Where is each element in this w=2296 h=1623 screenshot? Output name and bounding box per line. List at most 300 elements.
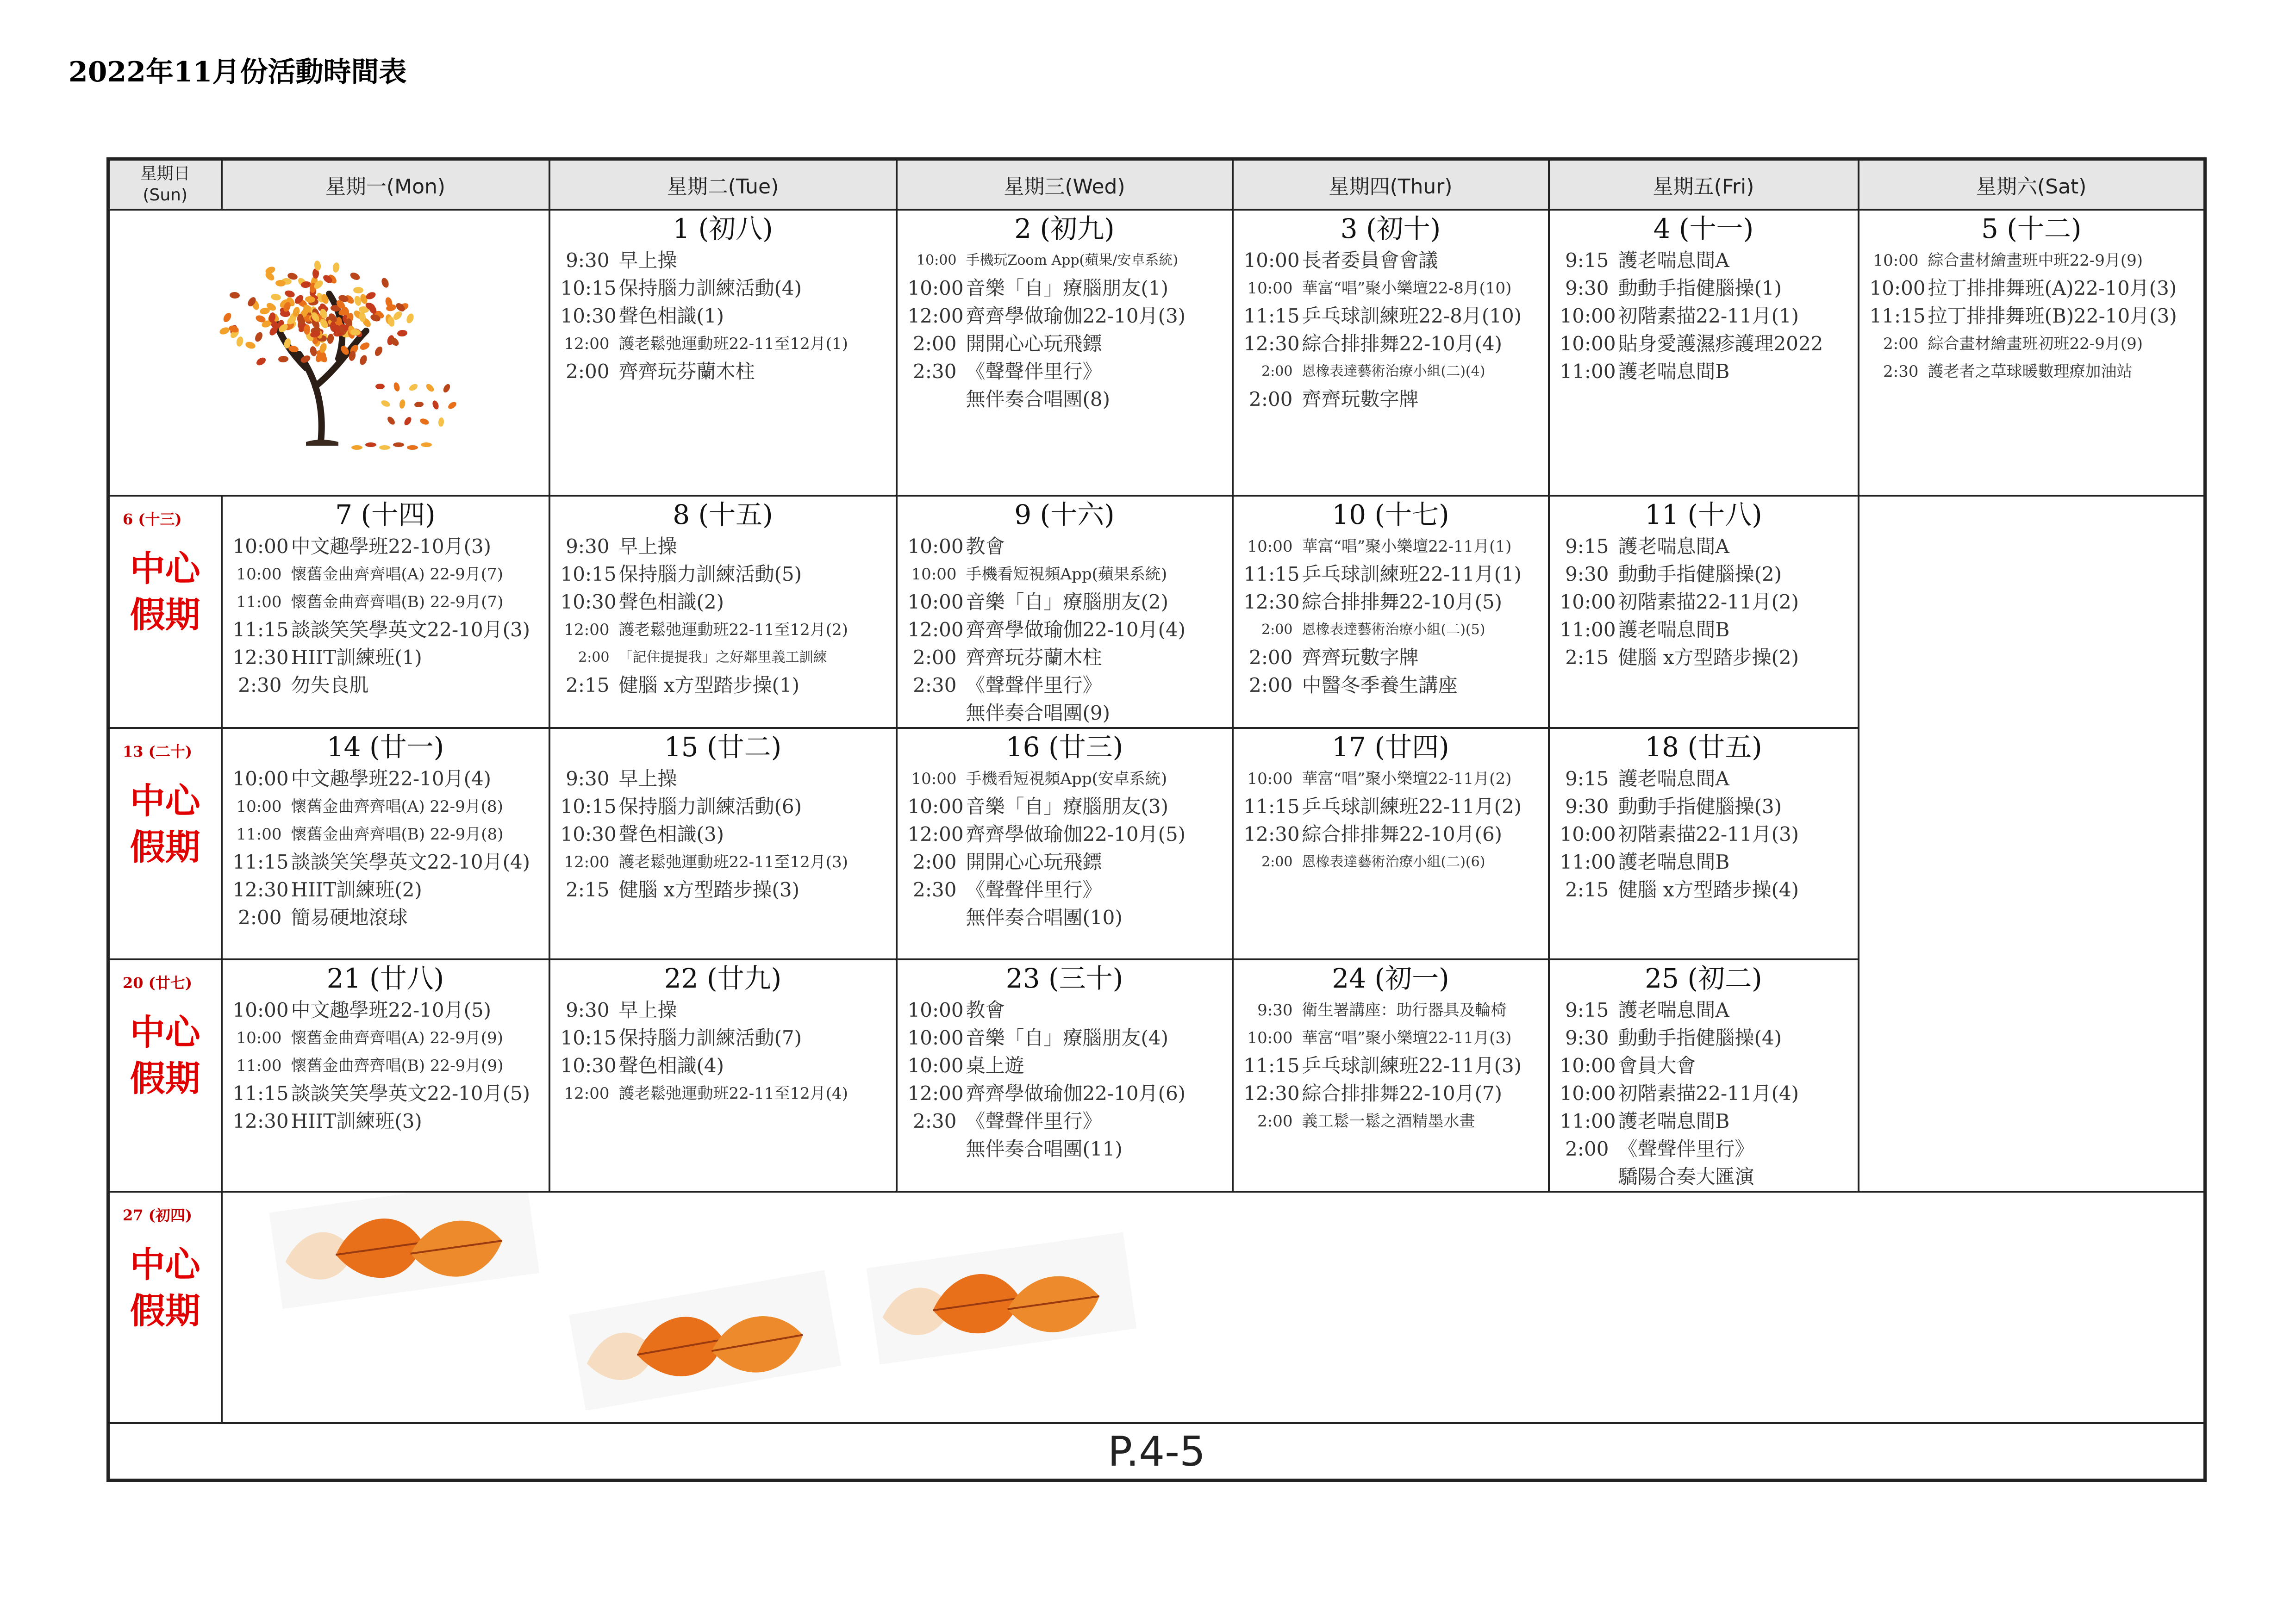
event-time: 2:00 — [1565, 1138, 1609, 1160]
event-time: 2:00 — [566, 360, 610, 383]
event-title: 護老喘息間B — [1618, 1110, 1730, 1132]
event-item — [233, 793, 549, 821]
event-time: 10:00 — [911, 770, 957, 788]
event-item — [1560, 560, 1858, 588]
event-title: 健腦 x方型踏步操(4) — [1618, 878, 1799, 901]
event-item — [233, 1107, 549, 1135]
event-time: 11:15 — [232, 618, 289, 641]
event-time: 2:00 — [1257, 1112, 1293, 1131]
event-item — [561, 672, 896, 699]
sunday-date: 20 (廿七) — [123, 974, 192, 992]
event-item — [233, 996, 549, 1024]
day-cell — [549, 210, 897, 496]
event-title: 恩橡表達藝術治療小組(二)(4) — [1302, 363, 1485, 379]
event-time: 11:15 — [1243, 1054, 1300, 1077]
event-title: 齊齊玩數字牌 — [1302, 388, 1419, 410]
header-row — [108, 159, 2205, 210]
event-title: 音樂「自」療腦朋友(2) — [966, 591, 1168, 613]
event-list — [908, 765, 1232, 932]
day-number: 17 (廿四) — [1332, 731, 1449, 763]
page-number: P.4-5 — [108, 1423, 2205, 1480]
event-title: 《聲聲伴里行》 — [966, 360, 1102, 383]
event-title: 義工鬆一鬆之酒精墨水畫 — [1302, 1112, 1475, 1131]
event-time: 2:00 — [1249, 646, 1293, 669]
day-cell — [1233, 210, 1549, 496]
event-title: 齊齊玩芬蘭木柱 — [966, 646, 1102, 669]
event-title: 早上操 — [618, 767, 677, 790]
event-item — [561, 1080, 896, 1107]
event-title: 會員大會 — [1618, 1054, 1696, 1077]
event-title: 華富“唱”聚小樂壇22-11月(1) — [1302, 537, 1512, 556]
event-item — [1870, 330, 2204, 358]
event-time: 2:00 — [913, 332, 957, 355]
event-item — [561, 588, 896, 616]
event-title: 懷舊金曲齊齊唱(A) 22-9月(8) — [291, 797, 503, 816]
event-time: 11:15 — [1869, 305, 1926, 327]
event-title: 恩橡表達藝術治療小組(二)(5) — [1302, 622, 1485, 638]
event-time: 10:30 — [560, 1054, 617, 1077]
event-time: 10:00 — [907, 1054, 964, 1077]
event-title: 中醫冬季養生講座 — [1302, 674, 1458, 696]
event-time: 12:30 — [1243, 823, 1300, 846]
event-list — [1560, 765, 1858, 904]
event-item — [908, 821, 1232, 848]
event-title: 音樂「自」療腦朋友(3) — [966, 795, 1168, 818]
holiday-label — [110, 1009, 221, 1102]
event-item — [1560, 1163, 1858, 1191]
event-item — [1244, 1080, 1548, 1107]
day-cell — [897, 496, 1233, 728]
header-tue: 星期二(Tue) — [549, 159, 897, 210]
event-title: 音樂「自」療腦朋友(1) — [966, 277, 1168, 299]
event-item — [1560, 302, 1858, 330]
holiday-label — [110, 778, 221, 871]
event-title: 衛生署講座：助行器具及輪椅 — [1302, 1001, 1507, 1020]
event-title: 齊齊玩芬蘭木柱 — [618, 360, 755, 383]
event-time: 9:30 — [566, 767, 610, 790]
day-number: 11 (十八) — [1645, 499, 1762, 530]
event-title: HIIT訓練班(2) — [291, 878, 422, 901]
day-number: 15 (廿二) — [664, 731, 782, 763]
event-title: 初階素描22-11月(1) — [1618, 305, 1799, 327]
event-title: 開開心心玩飛鏢 — [966, 332, 1102, 355]
event-time: 9:30 — [1565, 277, 1609, 299]
event-list — [561, 247, 896, 386]
event-title: 保持腦力訓練活動(6) — [618, 795, 802, 818]
event-item — [233, 560, 549, 588]
event-item — [1560, 1080, 1858, 1107]
event-item — [908, 996, 1232, 1024]
event-title: 聲色相識(4) — [618, 1054, 724, 1077]
day-cell — [1233, 728, 1549, 959]
event-item — [1244, 821, 1548, 848]
event-time: 9:30 — [1565, 1026, 1609, 1049]
event-title: 動動手指健腦操(3) — [1618, 795, 1782, 818]
event-title: 中文趣學班22-10月(3) — [291, 535, 492, 558]
event-item — [908, 876, 1232, 904]
event-time: 12:30 — [1243, 332, 1300, 355]
event-list — [233, 996, 549, 1135]
event-list — [561, 765, 896, 904]
sunday-date: 27 (初四) — [123, 1206, 192, 1224]
header-wed: 星期三(Wed) — [897, 159, 1233, 210]
event-title: 《聲聲伴里行》 — [966, 674, 1102, 696]
week-row — [108, 959, 2205, 1192]
event-list — [908, 247, 1232, 413]
event-title: 談談笑笑學英文22-10月(4) — [291, 851, 530, 873]
day-cell — [549, 959, 897, 1192]
event-item — [1560, 644, 1858, 672]
event-time: 10:00 — [1243, 249, 1300, 272]
event-item — [1870, 247, 2204, 274]
day-number: 16 (廿三) — [1005, 731, 1123, 763]
event-item — [1560, 330, 1858, 358]
event-title: 護老者之草球暖數理療加油站 — [1928, 362, 2133, 381]
event-title: 綜合畫材繪畫班初班22-9月(9) — [1928, 335, 2143, 353]
event-time: 12:00 — [564, 621, 610, 639]
holiday-line: 中心 — [130, 1244, 200, 1285]
day-number: 23 (三十) — [1005, 963, 1123, 994]
event-time: 10:00 — [1247, 1029, 1293, 1047]
event-item — [1244, 996, 1548, 1024]
week-row — [108, 496, 2205, 728]
event-item — [908, 533, 1232, 560]
event-time: 2:00 — [1261, 363, 1293, 379]
event-time: 9:30 — [566, 999, 610, 1021]
event-time: 9:30 — [1257, 1001, 1293, 1020]
event-title: 初階素描22-11月(2) — [1618, 591, 1799, 613]
event-item — [1870, 274, 2204, 302]
event-time: 2:30 — [913, 360, 957, 383]
week-row — [108, 1192, 2205, 1423]
event-time: 12:30 — [1243, 1082, 1300, 1105]
day-number: 8 (十五) — [673, 499, 773, 530]
event-time: 11:15 — [232, 851, 289, 873]
holiday-line: 中心 — [130, 780, 200, 821]
day-cell — [897, 728, 1233, 959]
event-title: 聲色相識(3) — [618, 823, 724, 846]
event-item — [233, 1080, 549, 1107]
event-time: 11:00 — [1560, 618, 1616, 641]
event-title: 懷舊金曲齊齊唱(B) 22-9月(9) — [291, 1057, 504, 1075]
day-cell — [222, 496, 549, 728]
event-title: 綜合排排舞22-10月(7) — [1302, 1082, 1503, 1105]
event-title: 懷舊金曲齊齊唱(A) 22-9月(9) — [291, 1029, 503, 1047]
event-list — [561, 996, 896, 1107]
event-item — [561, 533, 896, 560]
day-cell — [1233, 959, 1549, 1192]
week-row — [108, 210, 2205, 496]
event-title: 「記住提提我」之好鄰里義工訓練 — [618, 649, 827, 665]
event-time: 2:00 — [238, 906, 282, 929]
day-number: 24 (初一) — [1332, 963, 1449, 994]
event-title: 護老喘息間B — [1618, 618, 1730, 641]
document-title: 2022年11月份活動時間表 — [69, 56, 407, 88]
event-item — [908, 1080, 1232, 1107]
activity-calendar — [106, 157, 2207, 1482]
event-item — [1244, 274, 1548, 302]
event-title: 護老鬆弛運動班22-11至12月(1) — [618, 335, 848, 353]
event-time: 10:00 — [907, 1026, 964, 1049]
event-item — [1560, 1107, 1858, 1135]
day-cell — [222, 959, 549, 1192]
event-time: 2:15 — [566, 674, 610, 696]
event-item — [1870, 302, 2204, 330]
event-item — [908, 274, 1232, 302]
event-item — [233, 904, 549, 932]
event-time: 2:00 — [913, 851, 957, 873]
event-item — [908, 793, 1232, 821]
event-item — [233, 1052, 549, 1080]
event-time: 2:00 — [1261, 622, 1293, 638]
event-item — [561, 1052, 896, 1080]
event-title: 無伴奏合唱團(10) — [966, 906, 1123, 929]
event-title: 初階素描22-11月(3) — [1618, 823, 1799, 846]
event-item — [233, 533, 549, 560]
day-number: 9 (十六) — [1014, 499, 1115, 530]
event-title: 無伴奏合唱團(11) — [966, 1138, 1123, 1160]
event-time: 2:30 — [238, 674, 282, 696]
header-thu: 星期四(Thur) — [1233, 159, 1549, 210]
event-item — [561, 247, 896, 274]
event-list — [1244, 996, 1548, 1135]
autumn-tree-illustration — [200, 238, 459, 456]
sunday-date: 6 (十三) — [123, 510, 182, 528]
event-title: 開開心心玩飛鏢 — [966, 851, 1102, 873]
event-item — [233, 876, 549, 904]
event-time: 10:00 — [907, 535, 964, 558]
event-title: 貼身愛護濕疹護理2022 — [1618, 332, 1823, 355]
event-time: 12:00 — [907, 305, 964, 327]
day-cell — [222, 728, 549, 959]
event-title: 乒乓球訓練班22-11月(1) — [1302, 563, 1522, 585]
event-title: 教會 — [966, 999, 1005, 1021]
event-item — [1560, 793, 1858, 821]
event-time: 11:15 — [1243, 795, 1300, 818]
event-item — [1244, 247, 1548, 274]
event-time: 12:30 — [232, 646, 289, 669]
event-title: 護老鬆弛運動班22-11至12月(4) — [618, 1084, 848, 1103]
event-list — [1560, 247, 1858, 386]
day-cell — [1549, 210, 1859, 496]
event-time: 12:30 — [1243, 591, 1300, 613]
event-item — [1244, 386, 1548, 413]
event-item — [1560, 533, 1858, 560]
event-title: HIIT訓練班(3) — [291, 1110, 422, 1132]
event-time: 10:00 — [1869, 277, 1926, 299]
event-item — [561, 560, 896, 588]
event-item — [908, 848, 1232, 876]
header-fri: 星期五(Fri) — [1549, 159, 1859, 210]
event-item — [561, 821, 896, 848]
event-time: 10:00 — [1560, 1054, 1616, 1077]
day-cell — [549, 496, 897, 728]
event-time: 11:00 — [236, 593, 282, 611]
event-title: 護老喘息間B — [1618, 851, 1730, 873]
sunday-cell — [108, 959, 222, 1192]
event-time: 2:00 — [913, 646, 957, 669]
event-item — [1560, 1135, 1858, 1163]
event-title: 健腦 x方型踏步操(1) — [618, 674, 800, 696]
event-time: 10:00 — [917, 252, 957, 268]
event-title: 齊齊學做瑜伽22-10月(4) — [966, 618, 1186, 641]
event-title: 乒乓球訓練班22-8月(10) — [1302, 305, 1522, 327]
event-time: 2:00 — [1249, 674, 1293, 696]
event-time: 2:00 — [578, 649, 610, 665]
event-item — [908, 1135, 1232, 1163]
day-number: 21 (廿八) — [326, 963, 444, 994]
event-item — [1244, 560, 1548, 588]
event-item — [561, 996, 896, 1024]
day-cell — [1859, 210, 2205, 496]
event-time: 11:00 — [1560, 1110, 1616, 1132]
decor-cell — [222, 1192, 2205, 1423]
event-time: 10:00 — [236, 1029, 282, 1047]
header-sun-label: 星期日 (Sun) — [140, 164, 190, 205]
event-title: 綜合排排舞22-10月(4) — [1302, 332, 1503, 355]
event-title: 談談笑笑學英文22-10月(3) — [291, 618, 530, 641]
event-title: 懷舊金曲齊齊唱(B) 22-9月(8) — [291, 825, 504, 844]
event-time: 10:00 — [1560, 305, 1616, 327]
event-item — [1560, 358, 1858, 386]
event-item — [908, 330, 1232, 358]
event-title: 手機看短視頻App(安卓系統) — [966, 770, 1167, 788]
event-item — [1244, 1107, 1548, 1135]
day-number: 14 (廿一) — [326, 731, 444, 763]
event-item — [908, 616, 1232, 644]
event-item — [908, 765, 1232, 793]
event-title: 中文趣學班22-10月(4) — [291, 767, 492, 790]
event-title: 綜合畫材繪畫班中班22-9月(9) — [1928, 251, 2143, 270]
event-time: 12:00 — [564, 1084, 610, 1103]
event-item — [1244, 765, 1548, 793]
sunday-cell — [108, 728, 222, 959]
event-time: 11:00 — [236, 1057, 282, 1075]
event-item — [1560, 848, 1858, 876]
event-title: 乒乓球訓練班22-11月(3) — [1302, 1054, 1522, 1077]
week-row — [108, 728, 2205, 959]
day-number: 25 (初二) — [1645, 963, 1762, 994]
event-title: 動動手指健腦操(2) — [1618, 563, 1782, 585]
event-list — [1560, 996, 1858, 1191]
holiday-line: 中心 — [130, 1012, 200, 1053]
event-item — [561, 793, 896, 821]
event-item — [1244, 616, 1548, 644]
event-time: 11:15 — [232, 1082, 289, 1105]
event-time: 10:00 — [907, 277, 964, 299]
event-title: 手機看短視頻App(蘋果系統) — [966, 565, 1167, 584]
event-title: 華富“唱”聚小樂壇22-11月(2) — [1302, 770, 1512, 788]
event-time: 10:00 — [1560, 591, 1616, 613]
event-item — [1560, 765, 1858, 793]
event-item — [561, 302, 896, 330]
event-title: 保持腦力訓練活動(5) — [618, 563, 802, 585]
event-item — [1560, 996, 1858, 1024]
event-time: 9:15 — [1565, 767, 1609, 790]
event-time: 12:00 — [907, 823, 964, 846]
event-time: 10:00 — [907, 795, 964, 818]
sunday-cell — [108, 496, 222, 728]
event-item — [233, 672, 549, 699]
event-item — [908, 247, 1232, 274]
event-title: 健腦 x方型踏步操(3) — [618, 878, 800, 901]
event-title: 恩橡表達藝術治療小組(二)(6) — [1302, 854, 1485, 870]
event-item — [908, 302, 1232, 330]
event-title: 護老喘息間B — [1618, 360, 1730, 383]
event-list — [1244, 247, 1548, 413]
event-item — [1560, 616, 1858, 644]
event-list — [561, 533, 896, 699]
holiday-line: 假期 — [130, 827, 200, 868]
event-time: 2:15 — [1565, 646, 1609, 669]
event-title: 談談笑笑學英文22-10月(5) — [291, 1082, 530, 1105]
holiday-line: 假期 — [130, 1058, 200, 1099]
day-cell — [1549, 496, 1859, 728]
event-title: 無伴奏合唱團(8) — [966, 388, 1110, 410]
event-item — [1244, 1052, 1548, 1080]
event-title: 初階素描22-11月(4) — [1618, 1082, 1799, 1105]
event-title: 手機玩Zoom App(蘋果/安卓系統) — [966, 252, 1179, 268]
event-time: 9:15 — [1565, 249, 1609, 272]
event-time: 10:00 — [907, 591, 964, 613]
event-time: 11:15 — [1243, 563, 1300, 585]
autumn-leaves-illustration — [223, 1193, 1195, 1410]
event-title: 健腦 x方型踏步操(2) — [1618, 646, 1799, 669]
event-time: 10:00 — [1247, 279, 1293, 298]
event-time: 10:00 — [232, 535, 289, 558]
day-number: 1 (初八) — [673, 213, 773, 244]
event-item — [233, 1024, 549, 1052]
event-item — [561, 876, 896, 904]
day-cell — [1549, 959, 1859, 1192]
event-time: 9:15 — [1565, 999, 1609, 1021]
event-title: 綜合排排舞22-10月(5) — [1302, 591, 1503, 613]
event-title: 早上操 — [618, 535, 677, 558]
event-title: 音樂「自」療腦朋友(4) — [966, 1026, 1168, 1049]
event-item — [1244, 358, 1548, 386]
event-title: 聲色相識(2) — [618, 591, 724, 613]
event-time: 10:00 — [232, 767, 289, 790]
day-cell — [1549, 728, 1859, 959]
event-time: 10:00 — [1247, 537, 1293, 556]
event-item — [561, 848, 896, 876]
event-item — [908, 588, 1232, 616]
event-item — [908, 386, 1232, 413]
event-title: 護老喘息間A — [1618, 767, 1729, 790]
event-item — [1244, 672, 1548, 699]
holiday-label — [110, 1242, 221, 1334]
event-item — [233, 616, 549, 644]
event-item — [1560, 588, 1858, 616]
event-title: 《聲聲伴里行》 — [966, 878, 1102, 901]
header-sat: 星期六(Sat) — [1859, 159, 2205, 210]
event-list — [1560, 533, 1858, 672]
event-time: 2:30 — [913, 1110, 957, 1132]
event-time: 2:00 — [1249, 388, 1293, 410]
day-number: 10 (十七) — [1332, 499, 1449, 530]
event-title: 齊齊玩數字牌 — [1302, 646, 1419, 669]
event-time: 10:15 — [560, 563, 617, 585]
event-time: 10:00 — [232, 999, 289, 1021]
event-list — [908, 533, 1232, 727]
sunday-date: 13 (二十) — [123, 743, 192, 760]
event-title: 齊齊學做瑜伽22-10月(6) — [966, 1082, 1186, 1105]
event-time: 10:30 — [560, 823, 617, 846]
event-time: 2:15 — [1565, 878, 1609, 901]
event-time: 12:30 — [232, 1110, 289, 1132]
day-number: 5 (十二) — [1981, 213, 2082, 244]
event-time: 10:30 — [560, 591, 617, 613]
